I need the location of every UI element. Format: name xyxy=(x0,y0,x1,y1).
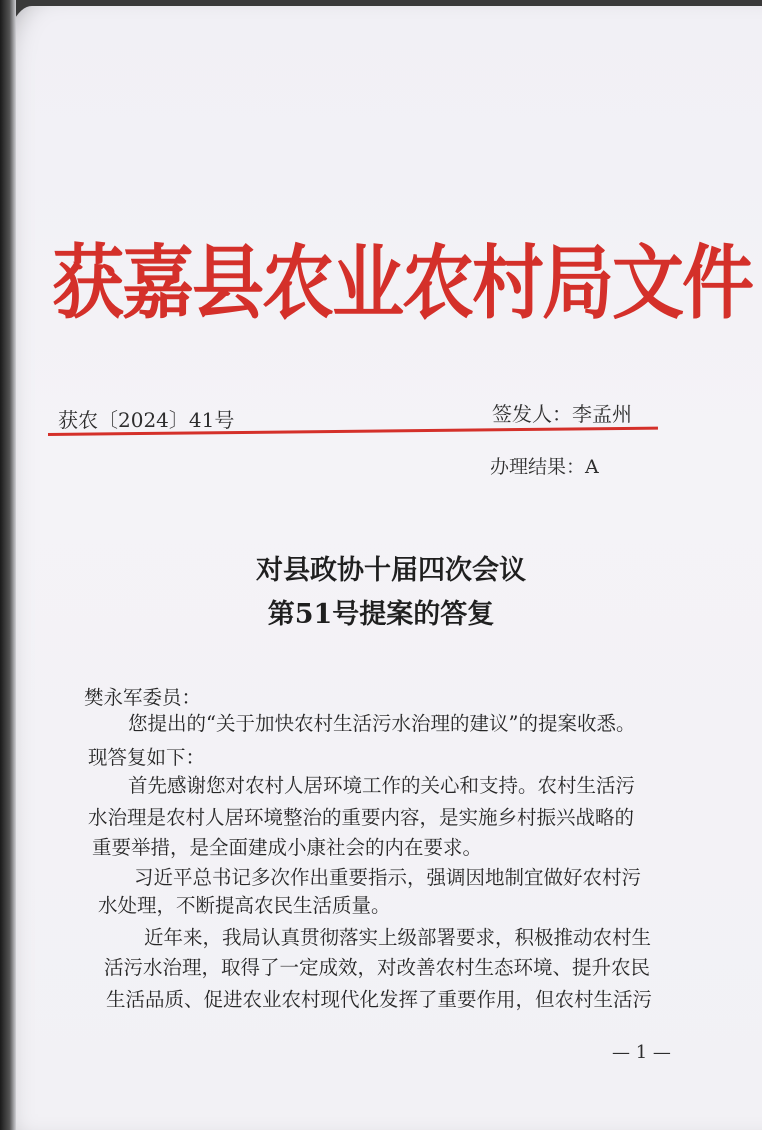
body-line: 现答复如下： xyxy=(88,746,206,769)
salutation: 樊永军委员： xyxy=(84,686,202,709)
document-title-line-2: 第51号提案的答复 xyxy=(267,599,495,630)
document-title-line-1: 对县政协十届四次会议 xyxy=(256,555,526,586)
body-line: 重要举措，是全面建成小康社会的内在要求。 xyxy=(92,836,483,859)
body-line: 首先感谢您对农村人居环境工作的关心和支持。农村生活污 xyxy=(128,774,636,797)
body-line: 近年来，我局认真贯彻落实上级部署要求，积极推动农村生 xyxy=(144,926,652,949)
body-line: 习近平总书记多次作出重要指示，强调因地制宜做好农村污 xyxy=(134,866,642,889)
body-line: 生活品质、促进农业农村现代化发挥了重要作用，但农村生活污 xyxy=(106,988,653,1011)
body-line: 活污水治理，取得了一定成效，对改善农村生态环境、提升农民 xyxy=(104,956,651,979)
page-number: — 1 — xyxy=(612,1042,671,1063)
body-line: 水治理是农村人居环境整治的重要内容，是实施乡村振兴战略的 xyxy=(88,806,635,829)
document-header-title: 获嘉县农业农村局文件 xyxy=(52,234,753,330)
body-line: 您提出的“关于加快农村生活污水治理的建议”的提案收悉。 xyxy=(128,712,636,735)
handling-result: 办理结果：A xyxy=(490,456,599,478)
document-number: 获农〔2024〕41号 xyxy=(58,408,235,432)
signer: 签发人：李孟州 xyxy=(492,402,632,426)
body-line: 水处理，不断提高农民生活质量。 xyxy=(98,894,391,917)
